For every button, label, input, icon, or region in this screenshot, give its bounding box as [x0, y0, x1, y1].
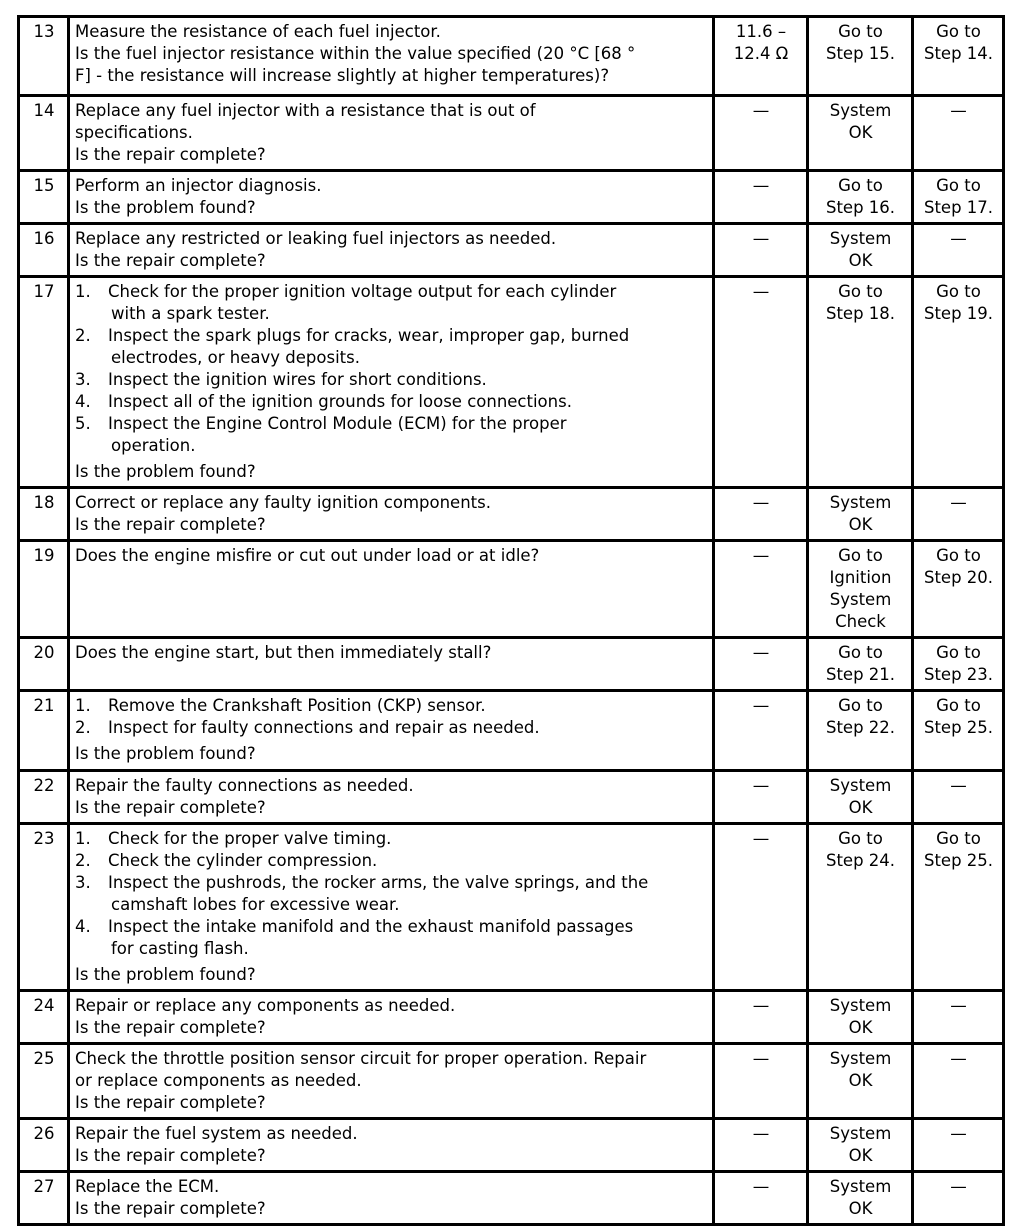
list-item	[75, 281, 708, 325]
list-item	[75, 325, 708, 369]
cell-line: System	[829, 493, 892, 512]
cell-line: OK	[848, 1018, 873, 1037]
value-cell	[714, 488, 808, 541]
question-text: Is the problem found?	[75, 744, 256, 763]
list-item-number: 1.	[75, 282, 91, 301]
cell-line: —	[950, 776, 967, 795]
cell-line: Step 17.	[923, 198, 994, 217]
yes-cell	[808, 488, 913, 541]
yes-cell	[808, 691, 913, 771]
value-cell	[714, 96, 808, 171]
step-number: 14	[19, 96, 69, 171]
cell-line: or replace components as needed.	[75, 1071, 362, 1090]
action-cell	[69, 824, 714, 991]
cell-line: —	[950, 101, 967, 120]
value-cell	[714, 771, 808, 824]
list-item-text: Inspect the ignition wires for short conditions.	[108, 370, 487, 389]
cell-line: 11.6 –	[735, 22, 787, 41]
action-cell	[69, 1172, 714, 1225]
table-row	[19, 771, 1004, 824]
cell-line: —	[752, 829, 770, 848]
cell-line: Is the problem found?	[75, 198, 256, 217]
action-cell	[69, 991, 714, 1044]
cell-line: —	[950, 493, 967, 512]
value-cell	[714, 1119, 808, 1172]
cell-line: —	[752, 101, 770, 120]
step-number: 27	[19, 1172, 69, 1225]
no-cell	[913, 771, 1004, 824]
yes-cell	[808, 1172, 913, 1225]
cell-line: Step 20.	[923, 568, 994, 587]
cell-line: Replace the ECM.	[75, 1177, 220, 1196]
no-cell	[913, 1044, 1004, 1119]
cell-line: Is the repair complete?	[75, 1093, 266, 1112]
list-item-number: 3.	[75, 873, 91, 892]
step-number: 20	[19, 638, 69, 691]
cell-line: System	[829, 776, 892, 795]
cell-line: Go to	[936, 176, 981, 195]
list-item-text: Check for the proper ignition voltage output for each cylinder	[108, 282, 617, 301]
cell-line: Go to	[936, 282, 981, 301]
table-row	[19, 991, 1004, 1044]
cell-line: Is the repair complete?	[75, 251, 266, 270]
list-item	[75, 717, 708, 739]
cell-line: Is the repair complete?	[75, 798, 266, 817]
cell-line: Measure the resistance of each fuel injector.	[75, 22, 441, 41]
cell-line: System	[829, 229, 892, 248]
value-cell	[714, 171, 808, 224]
table-row	[19, 1172, 1004, 1225]
action-cell	[69, 277, 714, 488]
no-cell	[913, 691, 1004, 771]
action-list	[75, 828, 708, 960]
list-item-text: operation.	[111, 436, 196, 455]
table-row	[19, 277, 1004, 488]
list-item	[75, 413, 708, 457]
list-item-text: Check the cylinder compression.	[108, 851, 378, 870]
step-number: 22	[19, 771, 69, 824]
cell-line: Step 14.	[923, 44, 994, 63]
diagnostic-table-body	[19, 17, 1004, 1225]
table-row	[19, 171, 1004, 224]
cell-line: Go to	[838, 696, 883, 715]
list-item	[75, 828, 708, 850]
cell-line: OK	[848, 1071, 873, 1090]
cell-line: System	[829, 590, 892, 609]
action-cell	[69, 17, 714, 96]
step-number: 13	[19, 17, 69, 96]
action-cell	[69, 224, 714, 277]
list-item	[75, 872, 708, 916]
cell-line: OK	[848, 798, 873, 817]
step-number: 16	[19, 224, 69, 277]
yes-cell	[808, 277, 913, 488]
cell-line: Step 23.	[923, 665, 994, 684]
cell-line: specifications.	[75, 123, 193, 142]
cell-line: Step 15.	[825, 44, 896, 63]
table-row	[19, 541, 1004, 638]
table-row	[19, 96, 1004, 171]
table-row	[19, 17, 1004, 96]
cell-line: Is the repair complete?	[75, 1146, 266, 1165]
step-number: 19	[19, 541, 69, 638]
table-row	[19, 691, 1004, 771]
value-cell	[714, 824, 808, 991]
cell-line: Perform an injector diagnosis.	[75, 176, 322, 195]
yes-cell	[808, 96, 913, 171]
list-item-text: Inspect the intake manifold and the exhaust manifold passages	[108, 917, 634, 936]
cell-line: System	[829, 996, 892, 1015]
cell-line: —	[752, 776, 770, 795]
list-item-number: 1.	[75, 696, 91, 715]
cell-line: OK	[848, 1146, 873, 1165]
list-item-number: 2.	[75, 718, 91, 737]
question-text: Is the problem found?	[75, 462, 256, 481]
list-item-number: 2.	[75, 851, 91, 870]
cell-line: Is the repair complete?	[75, 1018, 266, 1037]
cell-line: Is the repair complete?	[75, 515, 266, 534]
cell-line: Repair the faulty connections as needed.	[75, 776, 414, 795]
cell-line: OK	[848, 123, 873, 142]
yes-cell	[808, 824, 913, 991]
cell-line: —	[950, 1049, 967, 1068]
action-cell	[69, 691, 714, 771]
no-cell	[913, 1172, 1004, 1225]
no-cell	[913, 17, 1004, 96]
cell-line: Check the throttle position sensor circuit for proper operation. Repair	[75, 1049, 647, 1068]
list-item-number: 3.	[75, 370, 91, 389]
list-item-text: Check for the proper valve timing.	[108, 829, 392, 848]
no-cell	[913, 638, 1004, 691]
step-number: 17	[19, 277, 69, 488]
cell-line: —	[950, 1124, 967, 1143]
cell-line: —	[752, 1049, 770, 1068]
cell-line: —	[752, 1124, 770, 1143]
list-item-text: Remove the Crankshaft Position (CKP) sensor.	[108, 696, 486, 715]
step-number: 25	[19, 1044, 69, 1119]
list-item-number: 5.	[75, 414, 91, 433]
no-cell	[913, 1119, 1004, 1172]
list-item-text: Inspect all of the ignition grounds for loose connections.	[108, 392, 572, 411]
action-cell	[69, 1119, 714, 1172]
cell-line: Go to	[936, 546, 981, 565]
cell-line: Replace any fuel injector with a resistance that is out of	[75, 101, 536, 120]
value-cell	[714, 17, 808, 96]
cell-line: —	[950, 229, 967, 248]
cell-line: OK	[848, 1199, 873, 1218]
value-cell	[714, 277, 808, 488]
yes-cell	[808, 17, 913, 96]
cell-line: Replace any restricted or leaking fuel injectors as needed.	[75, 229, 557, 248]
list-item-text: Inspect for faulty connections and repair as needed.	[108, 718, 540, 737]
list-item	[75, 850, 708, 872]
cell-line: —	[752, 493, 770, 512]
step-number: 24	[19, 991, 69, 1044]
yes-cell	[808, 991, 913, 1044]
cell-line: System	[829, 1177, 892, 1196]
cell-line: Go to	[936, 696, 981, 715]
table-row	[19, 1119, 1004, 1172]
yes-cell	[808, 541, 913, 638]
cell-line: Go to	[838, 643, 883, 662]
cell-line: Go to	[936, 643, 981, 662]
list-item	[75, 369, 708, 391]
cell-line: OK	[848, 251, 873, 270]
list-item-text: with a spark tester.	[111, 304, 270, 323]
yes-cell	[808, 1044, 913, 1119]
no-cell	[913, 277, 1004, 488]
table-row	[19, 638, 1004, 691]
no-cell	[913, 824, 1004, 991]
action-cell	[69, 1044, 714, 1119]
action-cell	[69, 171, 714, 224]
cell-line: Go to	[838, 176, 883, 195]
yes-cell	[808, 771, 913, 824]
cell-line: Go to	[936, 829, 981, 848]
cell-line: Repair the fuel system as needed.	[75, 1124, 358, 1143]
cell-line: —	[752, 176, 770, 195]
list-item	[75, 916, 708, 960]
cell-line: —	[752, 996, 770, 1015]
action-cell	[69, 488, 714, 541]
no-cell	[913, 224, 1004, 277]
table-row	[19, 1044, 1004, 1119]
cell-line: Step 25.	[923, 718, 994, 737]
no-cell	[913, 488, 1004, 541]
step-number: 18	[19, 488, 69, 541]
action-cell	[69, 96, 714, 171]
table-row	[19, 488, 1004, 541]
cell-line: Step 22.	[825, 718, 896, 737]
cell-line: Repair or replace any components as needed.	[75, 996, 456, 1015]
list-item-number: 2.	[75, 326, 91, 345]
cell-line: —	[752, 1177, 770, 1196]
list-item-text: electrodes, or heavy deposits.	[111, 348, 360, 367]
yes-cell	[808, 224, 913, 277]
value-cell	[714, 638, 808, 691]
value-cell	[714, 1044, 808, 1119]
cell-line: Go to	[838, 22, 883, 41]
cell-line: Ignition	[829, 568, 892, 587]
list-item-text: Inspect the spark plugs for cracks, wear, improper gap, burned	[108, 326, 630, 345]
list-item-number: 4.	[75, 392, 91, 411]
action-list	[75, 281, 708, 457]
cell-line: OK	[848, 515, 873, 534]
cell-line: —	[752, 696, 770, 715]
list-item-number: 4.	[75, 917, 91, 936]
value-cell	[714, 1172, 808, 1225]
cell-line: Step 25.	[923, 851, 994, 870]
step-number: 21	[19, 691, 69, 771]
yes-cell	[808, 638, 913, 691]
step-number: 23	[19, 824, 69, 991]
step-number: 26	[19, 1119, 69, 1172]
cell-line: Correct or replace any faulty ignition components.	[75, 493, 491, 512]
cell-line: Go to	[838, 546, 883, 565]
cell-line: Is the repair complete?	[75, 145, 266, 164]
cell-line: Go to	[838, 829, 883, 848]
cell-line: System	[829, 101, 892, 120]
diagnostic-table	[17, 15, 1005, 1226]
no-cell	[913, 171, 1004, 224]
cell-line: Step 24.	[825, 851, 896, 870]
cell-line: Does the engine start, but then immediately stall?	[75, 643, 492, 662]
no-cell	[913, 541, 1004, 638]
yes-cell	[808, 171, 913, 224]
cell-line: —	[950, 1177, 967, 1196]
cell-line: —	[950, 996, 967, 1015]
cell-line: F] - the resistance will increase slightly at higher temperatures)?	[75, 66, 610, 85]
cell-line: Go to	[936, 22, 981, 41]
cell-line: System	[829, 1124, 892, 1143]
cell-line: Does the engine misfire or cut out under load or at idle?	[75, 546, 540, 565]
value-cell	[714, 691, 808, 771]
cell-line: System	[829, 1049, 892, 1068]
list-item-text: Inspect the pushrods, the rocker arms, the valve springs, and the	[108, 873, 649, 892]
list-item	[75, 695, 708, 717]
table-row	[19, 824, 1004, 991]
list-item-text: camshaft lobes for excessive wear.	[111, 895, 400, 914]
action-cell	[69, 638, 714, 691]
action-cell	[69, 771, 714, 824]
cell-line: Is the repair complete?	[75, 1199, 266, 1218]
cell-line: Step 19.	[923, 304, 994, 323]
cell-line: Step 18.	[825, 304, 896, 323]
yes-cell	[808, 1119, 913, 1172]
table-row	[19, 224, 1004, 277]
cell-line: —	[752, 546, 770, 565]
list-item-text: Inspect the Engine Control Module (ECM) for the proper	[108, 414, 567, 433]
cell-line: Step 21.	[825, 665, 896, 684]
no-cell	[913, 96, 1004, 171]
cell-line: 12.4 Ω	[733, 44, 789, 63]
list-item-text: for casting flash.	[111, 939, 249, 958]
value-cell	[714, 991, 808, 1044]
no-cell	[913, 991, 1004, 1044]
cell-line: —	[752, 643, 770, 662]
step-number: 15	[19, 171, 69, 224]
list-item-number: 1.	[75, 829, 91, 848]
action-list	[75, 695, 708, 739]
list-item	[75, 391, 708, 413]
cell-line: Is the fuel injector resistance within the value specified (20 °C [68 °	[75, 44, 636, 63]
cell-line: —	[752, 282, 770, 301]
cell-line: Go to	[838, 282, 883, 301]
action-cell	[69, 541, 714, 638]
cell-line: —	[752, 229, 770, 248]
cell-line: Check	[835, 612, 886, 631]
value-cell	[714, 541, 808, 638]
value-cell	[714, 224, 808, 277]
question-text: Is the problem found?	[75, 965, 256, 984]
cell-line: Step 16.	[825, 198, 896, 217]
